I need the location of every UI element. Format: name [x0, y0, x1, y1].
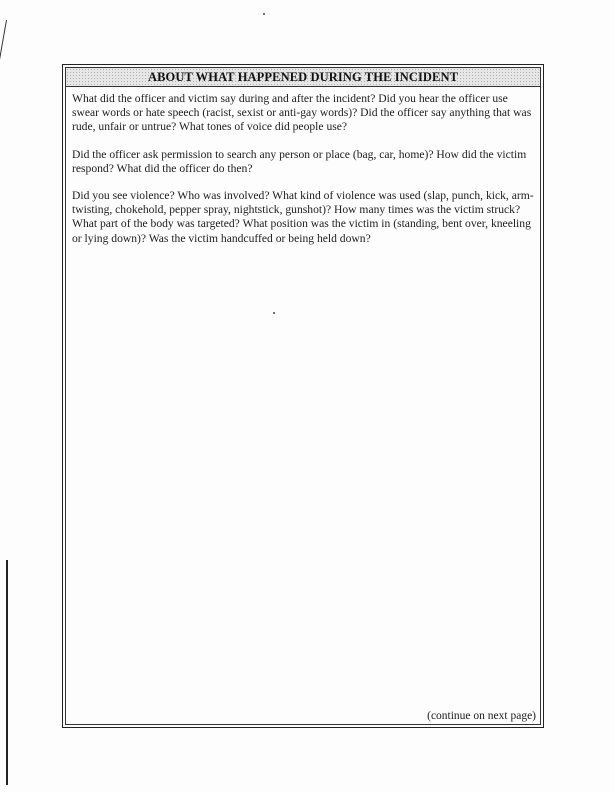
- question-violence: Did you see violence? Who was involved? What kind of violence was used (slap, punch, kick, arm-twisting, chokehold, pepper spray, nightstick, gunshot)? How many times was the victim struck? What part of the body was targeted? What position was the victim in (standing, bent over, kneeling or lying down)? Was the victim handcuffed or being held down?: [72, 189, 534, 245]
- form-inner-border: [65, 67, 541, 725]
- scan-speck: [263, 13, 265, 15]
- question-list: [66, 87, 540, 246]
- section-title: ABOUT WHAT HAPPENED DURING THE INCIDENT: [147, 69, 459, 84]
- question-speech: What did the officer and victim say during and after the incident? Did you hear the officer use swear words or hate speech (racist, sexist or anti-gay words)? Did the officer say anything that was rude, unfair or untrue? What tones of voice did people use?: [72, 92, 532, 134]
- incident-form-section: [62, 64, 544, 728]
- question-search: Did the officer ask permission to search any person or place (bag, car, home)? How did the victim respond? What did the officer do then?: [72, 147, 527, 175]
- section-header: [66, 68, 540, 87]
- scan-artifact-line: [0, 20, 7, 114]
- continue-note: (continue on next page): [427, 710, 536, 722]
- scan-artifact-edge: [6, 560, 8, 785]
